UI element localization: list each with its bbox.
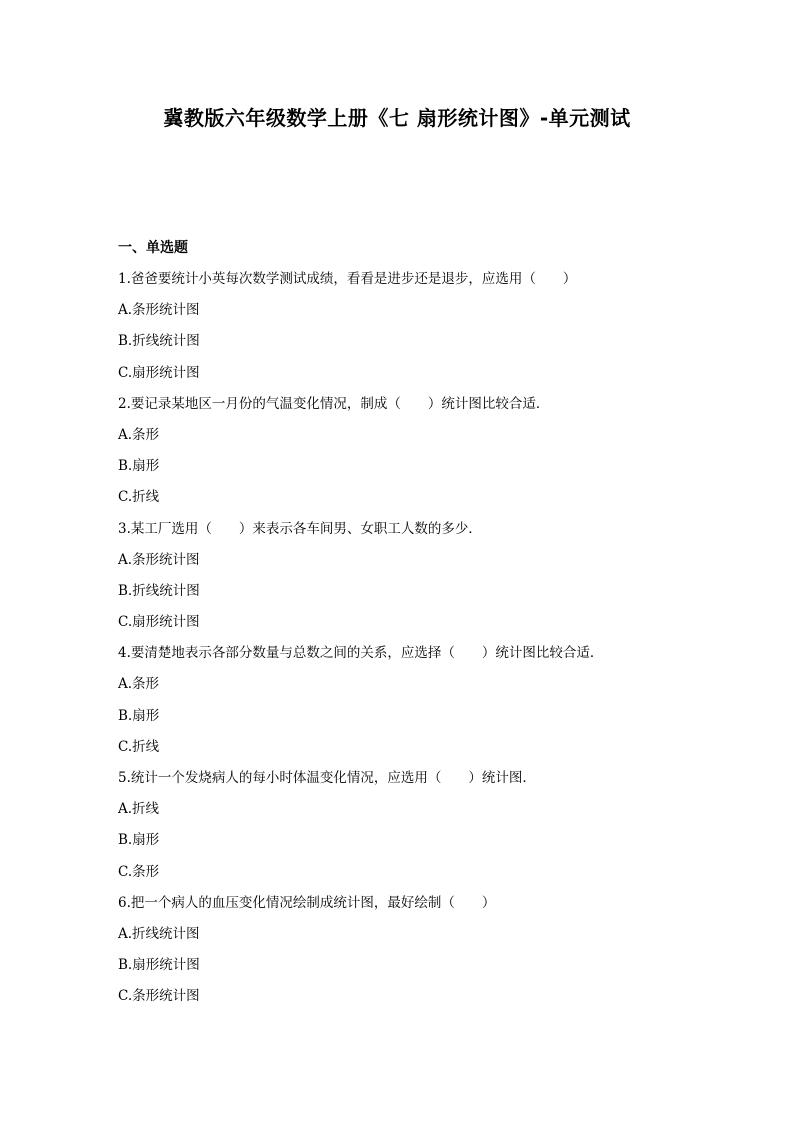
section-heading: 一、单选题 <box>118 240 188 256</box>
option-b: B.扇形统计图 <box>118 957 200 974</box>
option-b: B.扇形 <box>118 832 160 849</box>
question-stem: 4.要清楚地表示各部分数量与总数之间的关系，应选择（ ）统计图比较合适． <box>118 645 604 662</box>
question-stem: 6.把一个病人的血压变化情况绘制成统计图，最好绘制（ ） <box>118 894 496 911</box>
option-b: B.扇形 <box>118 458 160 475</box>
option-a: A.折线统计图 <box>118 925 200 942</box>
option-b: B.折线统计图 <box>118 333 200 350</box>
question-stem: 1.爸爸要统计小英每次数学测试成绩，看看是进步还是退步，应选用（ ） <box>118 271 577 287</box>
option-b: B.折线统计图 <box>118 582 200 599</box>
question-list <box>118 269 718 1018</box>
option-c: C.条形 <box>118 863 160 880</box>
option-a: A.条形统计图 <box>118 551 200 568</box>
option-c: C.扇形统计图 <box>118 364 200 381</box>
option-a: A.条形统计图 <box>118 302 200 319</box>
option-c: C.折线 <box>118 738 160 755</box>
option-c: C.扇形统计图 <box>118 614 200 631</box>
page-title: 冀教版六年级数学上册《七 扇形统计图》-单元测试 <box>163 106 631 130</box>
question-stem: 5.统计一个发烧病人的每小时体温变化情况，应选用（ ）统计图． <box>118 770 536 786</box>
option-b: B.扇形 <box>118 707 160 724</box>
option-c: C.折线 <box>118 489 160 506</box>
option-a: A.条形 <box>118 426 160 443</box>
option-c: C.条形统计图 <box>118 988 200 1005</box>
option-a: A.折线 <box>118 801 160 818</box>
option-a: A.条形 <box>118 676 160 693</box>
question-stem: 3.某工厂选用（ ）来表示各车间男、女职工人数的多少． <box>118 520 482 537</box>
question-stem: 2.要记录某地区一月份的气温变化情况，制成（ ）统计图比较合适． <box>118 395 550 412</box>
